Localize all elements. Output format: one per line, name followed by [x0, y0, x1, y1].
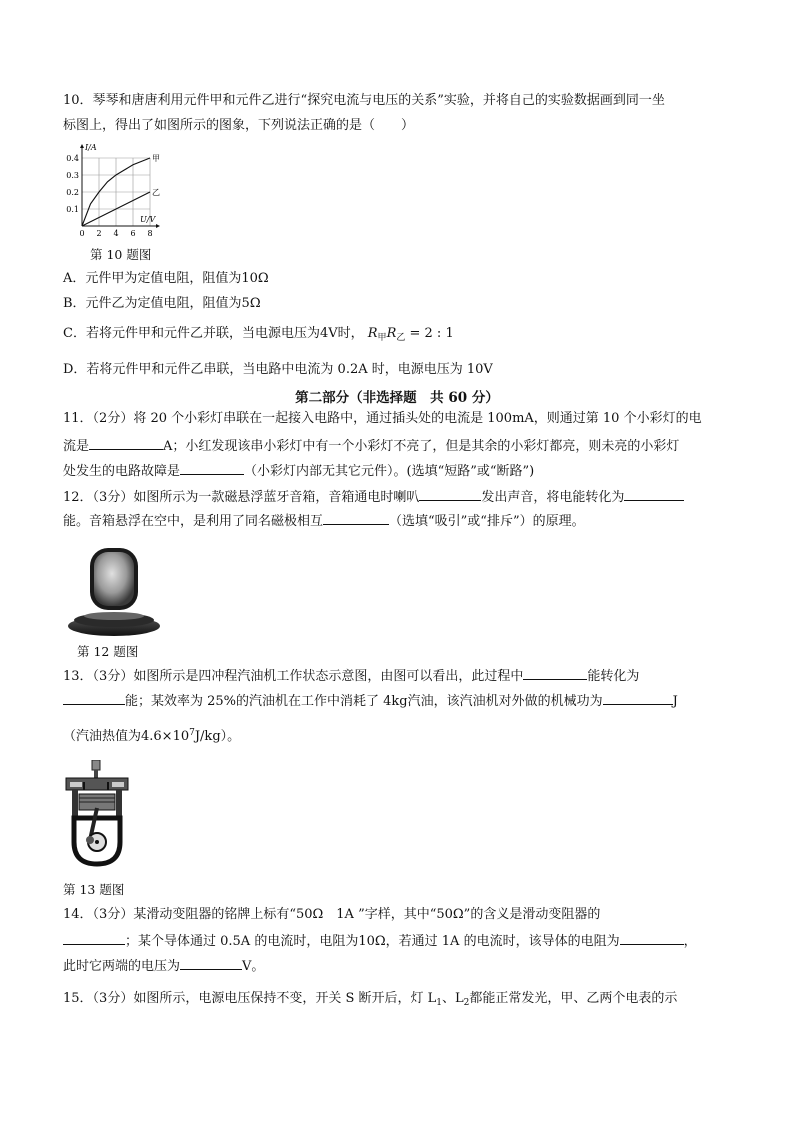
q10-caption: 第 10 题图: [90, 247, 152, 262]
engine-diagram: [62, 760, 132, 868]
q11-line2: [63, 437, 679, 456]
q13-line2-b: J: [672, 694, 678, 709]
x-tick-label: 8: [147, 229, 153, 238]
q10-chart-group: [66, 143, 160, 238]
q11-line2-a: 流是: [63, 439, 90, 454]
y-tick-label: 0.1: [66, 205, 79, 214]
x-tick-label: 6: [130, 229, 136, 238]
q13-line1: [63, 667, 639, 686]
q10-option-b: B．元件乙为定值电阻，阻值为5Ω: [63, 296, 261, 311]
q12-line1-a: 12．（3分）如图所示为一款磁悬浮蓝牙音箱，音箱通电时喇叭: [63, 490, 420, 505]
x-axis-label: U/V: [140, 215, 156, 224]
q13-line3-b: J/kg）。: [194, 729, 241, 744]
q11-line3: [63, 462, 534, 481]
y-axis-arrow: [80, 144, 84, 148]
q12-line1: [63, 488, 684, 507]
q12-line2: [63, 512, 585, 531]
q11-blank-1[interactable]: [89, 437, 163, 450]
q13-blank-2[interactable]: [63, 692, 125, 705]
q15-l2-sub: 2: [463, 998, 470, 1008]
q15-line1-a: 15．（3分）如图所示，电源电压保持不变，开关 S 断开后，灯 L: [63, 991, 437, 1006]
x-axis-arrow: [156, 224, 160, 228]
q11-line3-a: 处发生的电路故障是: [63, 464, 181, 479]
q10-option-c-r1-sub: 甲: [377, 333, 387, 343]
q14-line2: [63, 932, 697, 951]
q11-line1: 11．（2分）将 20 个小彩灯串联在一起接入电路中，通过插头处的电流是 100mA，则通过第 10 个小彩灯的电: [63, 411, 702, 426]
q10-option-c-text: C．若将元件甲和元件乙并联，当电源电压为4V时，: [63, 326, 364, 341]
q12-line1-b: 发出声音，将电能转化为: [481, 490, 625, 505]
q10-stem-line1: 10．琴琴和唐唐利用元件甲和元件乙进行“探究电流与电压的关系”实验，并将自己的实验数据画到同一坐: [63, 93, 665, 108]
q12-caption: 第 12 题图: [77, 644, 139, 659]
q14-line2-a: ；某个导体通过 0.5A 的电流时，电阻为10Ω，若通过 1A 的电流时，该导体的电阻为: [125, 934, 620, 949]
q10-option-c-r1: R: [367, 326, 378, 341]
y-tick-label: 0.4: [66, 154, 79, 163]
q14-line2-b: ，: [683, 934, 697, 949]
q11-line2-b: A；小红发现该串小彩灯中有一个小彩灯不亮了，但是其余的小彩灯都亮，则未亮的小彩灯: [163, 439, 680, 454]
section-2-title: 第二部分（非选择题 共 60 分）: [295, 390, 499, 406]
q14-blank-1[interactable]: [63, 932, 125, 945]
q13-line2-a: 能；某效率为 25%的汽油机在工作中消耗了 4kg汽油，该汽油机对外做的机械功为: [125, 694, 603, 709]
q13-caption: 第 13 题图: [63, 882, 125, 897]
q10-graph: [62, 140, 162, 240]
q15-l1-sub: 1: [436, 998, 442, 1008]
q11-line3-b: （小彩灯内部无其它元件）。(选填“短路”或“断路”): [244, 464, 535, 479]
q14-line3-b: V。: [242, 959, 265, 974]
speaker-image: [64, 540, 164, 640]
q13-blank-3[interactable]: [603, 692, 673, 705]
y-tick-label: 0.2: [66, 188, 79, 197]
q13-line3: [63, 724, 240, 746]
q11-blank-2[interactable]: [180, 462, 244, 475]
q13-blank-1[interactable]: [523, 667, 587, 680]
q12-blank-3[interactable]: [323, 512, 389, 525]
q14-line1: 14．（3分）某滑动变阻器的铭牌上标有“50Ω 1A ”字样，其中“50Ω”的含义是滑动变阻器的: [63, 907, 601, 922]
q15-line1: [63, 990, 677, 1012]
q10-option-c-r2: R: [386, 326, 397, 341]
series-label-1: 甲: [152, 154, 160, 163]
q10-option-d: D．若将元件甲和元件乙串联，当电路中电流为 0.2A 时，电源电压为 10V: [63, 362, 493, 377]
q13-line3-a: （汽油热值为4.6×10: [63, 729, 190, 744]
q14-blank-2[interactable]: [620, 932, 684, 945]
q12-blank-1[interactable]: [419, 488, 481, 501]
q13-line3-exponent: 7: [189, 728, 195, 738]
q13-line2: [63, 692, 678, 711]
q15-line1-b: 、L: [441, 991, 464, 1006]
y-axis-label: I/A: [85, 143, 97, 152]
q14-line3-a: 此时它两端的电压为: [63, 959, 181, 974]
y-tick-label: 0.3: [66, 171, 79, 180]
q10-option-c-ratio: = 2 : 1: [405, 326, 454, 341]
series-label-2: 乙: [152, 188, 160, 197]
x-tick-label: 4: [113, 229, 119, 238]
q13-line1-b: 能转化为: [587, 669, 640, 684]
q12-line2-a: 能。音箱悬浮在空中，是利用了同名磁极相互: [63, 514, 324, 529]
x-tick-label: 2: [96, 229, 102, 238]
q10-option-c: [63, 325, 454, 347]
x-tick-label: 0: [79, 229, 85, 238]
q12-line2-b: （选填“吸引”或“排斥”）的原理。: [389, 514, 585, 529]
q14-blank-3[interactable]: [180, 957, 242, 970]
q10-option-a: A．元件甲为定值电阻，阻值为10Ω: [63, 271, 269, 286]
q10-option-c-r2-sub: 乙: [396, 333, 406, 343]
q15-line1-c: 都能正常发光，甲、乙两个电表的示: [469, 991, 678, 1006]
q14-line3: [63, 957, 264, 976]
q13-line1-a: 13．（3分）如图所示是四冲程汽油机工作状态示意图，由图可以看出，此过程中: [63, 669, 524, 684]
q10-stem-line2: 标图上，得出了如图所示的图象，下列说法正确的是（ ）: [63, 118, 415, 133]
q12-blank-2[interactable]: [624, 488, 684, 501]
